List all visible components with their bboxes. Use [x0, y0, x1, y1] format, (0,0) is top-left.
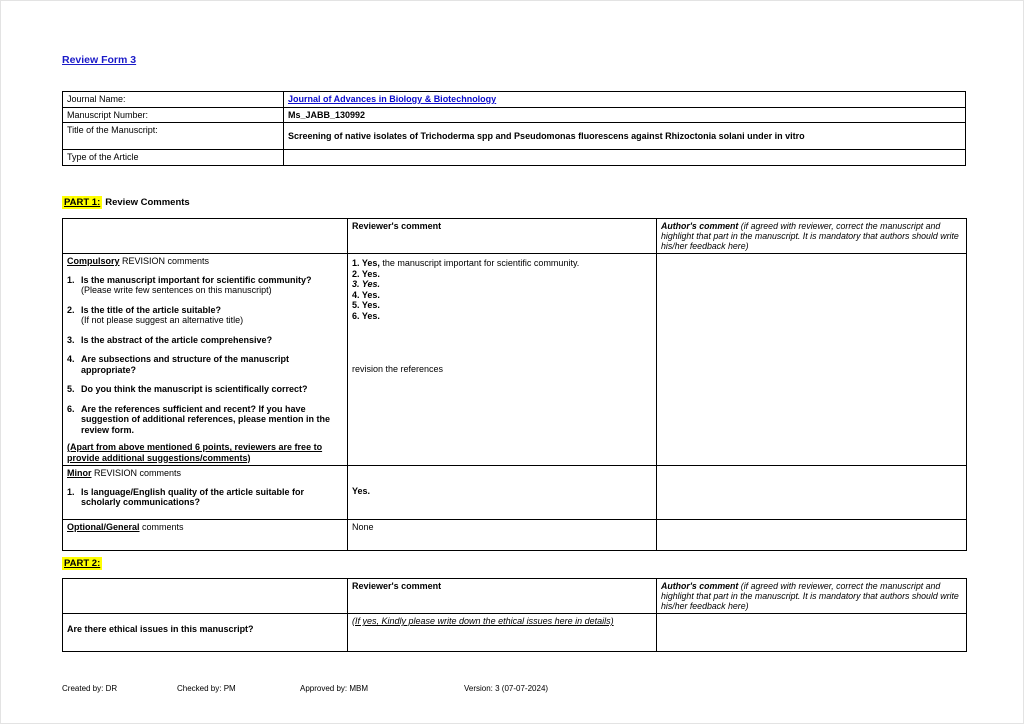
page-title: Review Form 3	[62, 54, 137, 66]
author-comment-header	[657, 579, 967, 614]
review-comments-table	[62, 218, 967, 551]
ethical-author-comment-cell	[657, 614, 967, 652]
question-number: 1.	[67, 274, 75, 285]
compulsory-reviewer-answers-cell	[348, 254, 657, 466]
question-text: Are the references sufficient and recent? If you have suggestion of additional references, please mention in the review form.	[81, 403, 331, 435]
minor-questions-cell	[63, 466, 348, 520]
compulsory-author-comment-cell	[657, 254, 967, 466]
question-number: 2.	[67, 304, 75, 315]
header-empty-cell	[63, 579, 348, 614]
question-subtext: (Please write few sentences on this manuscript)	[81, 285, 272, 295]
manuscript-title-label: Title of the Manuscript:	[63, 123, 284, 150]
footer-approved-by: Approved by: MBM	[300, 684, 369, 693]
question-text: Is the title of the article suitable? (If not please suggest an alternative title)	[81, 304, 244, 325]
part2-heading	[62, 558, 966, 569]
part1-heading	[62, 197, 966, 208]
answer-line: 2. Yes.	[352, 268, 380, 279]
question-subtext: (If not please suggest an alternative title)	[81, 315, 244, 325]
author-comment-header-note: (if agreed with reviewer, correct the manuscript and highlight that part in the manuscript. It is mandatory that authors should write his/her feedback here)	[661, 221, 959, 251]
question-text: Do you think the manuscript is scientifically correct?	[81, 384, 308, 394]
journal-name-link[interactable]: Journal of Advances in Biology & Biotechnology	[288, 94, 497, 104]
minor-answer: Yes.	[352, 486, 371, 496]
manuscript-info-table	[62, 91, 966, 166]
part1-suffix: Review Comments	[105, 197, 190, 208]
optional-section-title	[67, 522, 343, 533]
answer-line: 5. Yes.	[352, 300, 380, 310]
minor-reviewer-answer-cell	[348, 466, 657, 520]
journal-name-label: Journal Name:	[63, 92, 284, 108]
optional-author-comment-cell	[657, 519, 967, 550]
ethical-issues-table	[62, 578, 967, 652]
question-item	[67, 404, 343, 436]
optional-title-emphasis: Optional/General	[67, 521, 140, 532]
reviewer-answers	[352, 256, 652, 375]
part1-label: PART 1:	[64, 197, 101, 208]
question-text: Is language/English quality of the article suitable for scholarly communications?	[81, 486, 305, 507]
extra-answer-note: revision the references	[352, 364, 444, 374]
author-comment-header-title: Author's comment	[661, 221, 739, 231]
question-number: 5.	[67, 384, 75, 394]
reviewer-comment-header: Reviewer's comment	[348, 219, 657, 254]
minor-section-title	[67, 468, 343, 479]
reviewer-comment-header: Reviewer's comment	[348, 579, 657, 614]
part2-label: PART 2:	[64, 558, 101, 569]
article-type-label: Type of the Article	[63, 150, 284, 166]
table-row	[63, 150, 966, 166]
ethical-question-cell	[63, 614, 348, 652]
question-number: 1.	[67, 486, 75, 497]
table-header-row	[63, 579, 967, 614]
author-comment-header	[657, 219, 967, 254]
question-item	[67, 335, 343, 346]
manuscript-number-value: Ms_JABB_130992	[284, 107, 966, 123]
manuscript-number-label: Manuscript Number:	[63, 107, 284, 123]
ethical-reviewer-note: (If yes, Kindly please write down the ethical issues here in details)	[352, 616, 614, 626]
header-empty-cell	[63, 219, 348, 254]
optional-reviewer-answer-cell	[348, 519, 657, 550]
table-row	[63, 107, 966, 123]
answer-line: 1. Yes, the manuscript important for scientific community.	[352, 258, 580, 268]
minor-title-rest: REVISION comments	[91, 468, 182, 478]
question-item	[67, 487, 343, 508]
compulsory-revision-row	[63, 254, 967, 466]
optional-comments-row	[63, 519, 967, 550]
answer-line: 4. Yes.	[352, 289, 380, 300]
table-row	[63, 92, 966, 108]
document-page	[62, 0, 966, 724]
table-row	[63, 123, 966, 150]
footer-version: Version: 3 (07-07-2024)	[464, 684, 549, 693]
ethical-question: Are there ethical issues in this manuscript?	[67, 624, 254, 634]
table-header-row	[63, 219, 967, 254]
question-item	[67, 354, 343, 375]
question-number: 3.	[67, 334, 75, 345]
article-type-value	[284, 150, 966, 166]
question-number: 4.	[67, 354, 75, 364]
author-comment-header-note: (if agreed with reviewer, correct the manuscript and highlight that part in the manuscript. It is mandatory that authors should write his/her feedback here)	[661, 581, 959, 611]
journal-name-cell	[284, 92, 966, 108]
answer-line: 3. Yes.	[352, 279, 381, 289]
ethical-issues-row	[63, 614, 967, 652]
footer-checked-by: Checked by: PM	[177, 684, 236, 693]
compulsory-footnote: (Apart from above mentioned 6 points, reviewers are free to provide additional suggestions/comments)	[67, 442, 323, 463]
minor-revision-row	[63, 466, 967, 520]
question-item	[67, 305, 343, 326]
optional-answer: None	[352, 521, 374, 532]
answer-line: 6. Yes.	[352, 310, 380, 321]
compulsory-section-title	[67, 256, 343, 267]
question-text: Are subsections and structure of the manuscript appropriate?	[81, 354, 290, 375]
compulsory-title-emphasis: Compulsory	[67, 256, 120, 266]
optional-questions-cell	[63, 519, 348, 550]
optional-title-rest: comments	[139, 521, 184, 532]
question-text: Is the abstract of the article comprehensive?	[81, 334, 273, 345]
question-text: Is the manuscript important for scientific community? (Please write few sentences on this manuscript)	[81, 274, 312, 295]
question-number: 6.	[67, 403, 75, 414]
question-item	[67, 384, 343, 395]
author-comment-header-title: Author's comment	[661, 581, 739, 591]
minor-author-comment-cell	[657, 466, 967, 520]
manuscript-title-value: Screening of native isolates of Trichoderma spp and Pseudomonas fluorescens against Rhizoctonia solani under in vitro	[284, 123, 966, 150]
ethical-reviewer-cell	[348, 614, 657, 652]
footer-created-by: Created by: DR	[62, 684, 118, 693]
question-item	[67, 275, 343, 296]
minor-title-emphasis: Minor	[67, 468, 92, 478]
compulsory-title-rest: REVISION comments	[119, 256, 210, 266]
compulsory-questions-cell	[63, 254, 348, 466]
